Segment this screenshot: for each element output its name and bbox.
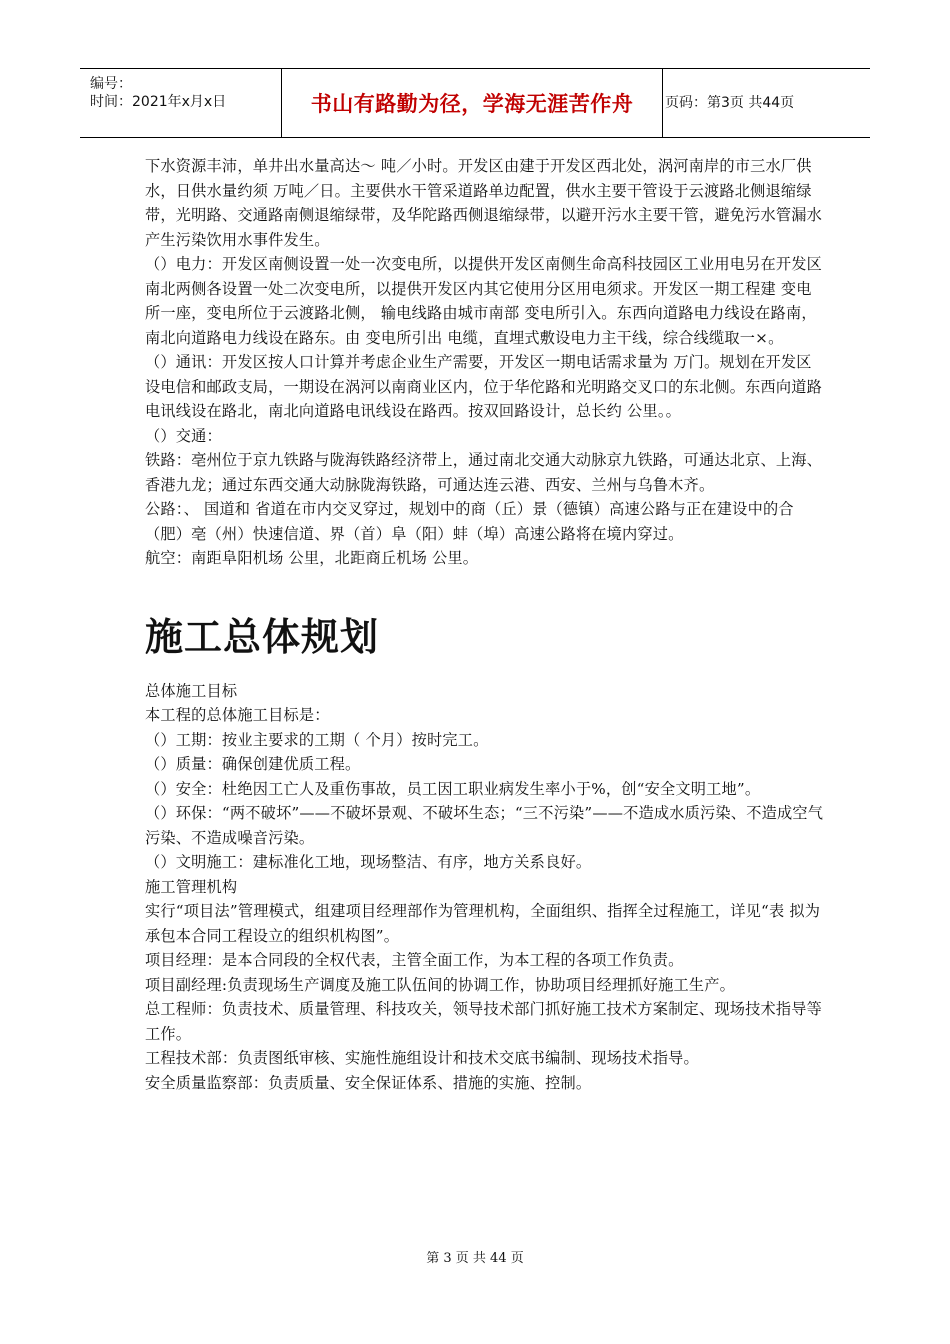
subheading-management: 施工管理机构 bbox=[145, 877, 238, 896]
paragraph-transport-title: （）交通： bbox=[145, 426, 222, 445]
paragraph-quality: （）质量：确保创建优质工程。 bbox=[145, 755, 361, 773]
header-page-cell bbox=[663, 69, 870, 137]
header-page-number: 页码：第3页 共44页 bbox=[665, 95, 795, 111]
section-spacer bbox=[145, 571, 825, 609]
paragraph-goal-intro: 本工程的总体施工目标是： bbox=[145, 706, 330, 724]
paragraph-project-method: 实行“项目法”管理模式，组建项目经理部作为管理机构，全面组织、指挥全过程施工，详见“表 拟为承包本合同工程设立的组织机构图”。 bbox=[145, 902, 821, 945]
page-header bbox=[80, 68, 870, 138]
paragraph-safety: （）安全：杜绝因工亡人及重伤事故，员工因工职业病发生率小于%，创“安全文明工地”。 bbox=[145, 779, 761, 798]
subheading-overall-goal: 总体施工目标 bbox=[145, 681, 238, 700]
paragraph-safety-quality-dept: 安全质量监察部：负责质量、安全保证体系、措施的实施、控制。 bbox=[145, 1073, 592, 1092]
paragraph-engineering-dept: 工程技术部：负责图纸审核、实施性施组设计和技术交底书编制、现场技术指导。 bbox=[145, 1049, 699, 1067]
paragraph-telecom: （）通讯：开发区按人口计算并考虑企业生产需要，开发区一期电话需求量为 万门。规划在开发区设电信和邮政支局，一期设在涡河以南商业区内，位于华佗路和光明路交叉口的东北侧。东西向道路电讯线设在路北，南北向道路电讯线设在路西。按双回路设计，总长约 公里。。 bbox=[145, 353, 823, 420]
paragraph-highway: 公路：、 国道和 省道在市内交叉穿过，规划中的商（丘）景（德镇）高速公路与正在建设中的合（肥）亳（州）快速信道、界（首）阜（阳）蚌（埠）高速公路将在境内穿过。 bbox=[145, 500, 794, 543]
header-motto: 书山有路勤为径，学海无涯苦作舟 bbox=[310, 92, 634, 116]
paragraph-water-supply: 下水资源丰沛，单井出水量高达～ 吨／小时。开发区由建于开发区西北处，涡河南岸的市三水厂供水，日供水量约须 万吨／日。主要供水干管采道路单边配置，供水主要干管设于云渡路北侧退缩绿带，光明路、交通路南侧退缩绿带，及华陀路西侧退缩绿带，以避开污水主要干管，避免污水管漏水产生污染饮用水事件发生。 bbox=[145, 157, 823, 249]
paragraph-deputy-manager: 项目副经理:负责现场生产调度及施工队伍间的协调工作，协助项目经理抓好施工生产。 bbox=[145, 975, 736, 994]
page-footer: 第 3 页 共 44 页 bbox=[426, 1251, 524, 1266]
paragraph-project-manager: 项目经理：是本合同段的全权代表，主管全面工作，为本工程的各项工作负责。 bbox=[145, 951, 684, 969]
paragraph-environment: （）环保：“两不破坏”——不破坏景观、不破坏生态；“三不污染”——不造成水质污染、不造成空气污染、不造成噪音污染。 bbox=[145, 804, 824, 847]
paragraph-aviation: 航空：南距阜阳机场 公里，北距商丘机场 公里。 bbox=[145, 549, 479, 567]
paragraph-civilized-construction: （）文明施工：建标准化工地，现场整洁、有序，地方关系良好。 bbox=[145, 853, 592, 871]
paragraph-chief-engineer: 总工程师：负责技术、质量管理、科技攻关，领导技术部门抓好施工技术方案制定、现场技术指导等工作。 bbox=[145, 1000, 823, 1043]
paragraph-railway: 铁路：亳州位于京九铁路与陇海铁路经济带上，通过南北交通大动脉京九铁路，可通达北京、上海、香港九龙；通过东西交通大动脉陇海铁路，可通达连云港、西安、兰州与乌鲁木齐。 bbox=[145, 451, 823, 494]
paragraph-schedule: （）工期：按业主要求的工期（ 个月）按时完工。 bbox=[145, 730, 489, 749]
document-time-label: 时间：2021年x月x日 bbox=[90, 94, 227, 110]
header-motto-cell bbox=[282, 69, 663, 137]
document-body bbox=[145, 154, 825, 1095]
document-number-label: 编号： bbox=[90, 76, 132, 92]
paragraph-electricity: （）电力：开发区南侧设置一处一次变电所，以提供开发区南侧生命高科技园区工业用电另在开发区南北两侧各设置一处二次变电所，以提供开发区内其它使用分区用电须求。开发区一期工程建 变电所一座，变电所位于云渡路北侧， 输电线路由城市南部 变电所引入。东西向道路电力线设在路南，南北向道路电力线设在路东。由 变电所引出 电缆，直埋式敷设电力主干线，综合线缆取一×。 bbox=[145, 255, 823, 347]
header-info-cell bbox=[80, 69, 282, 137]
section-heading: 施工总体规划 bbox=[145, 614, 380, 659]
